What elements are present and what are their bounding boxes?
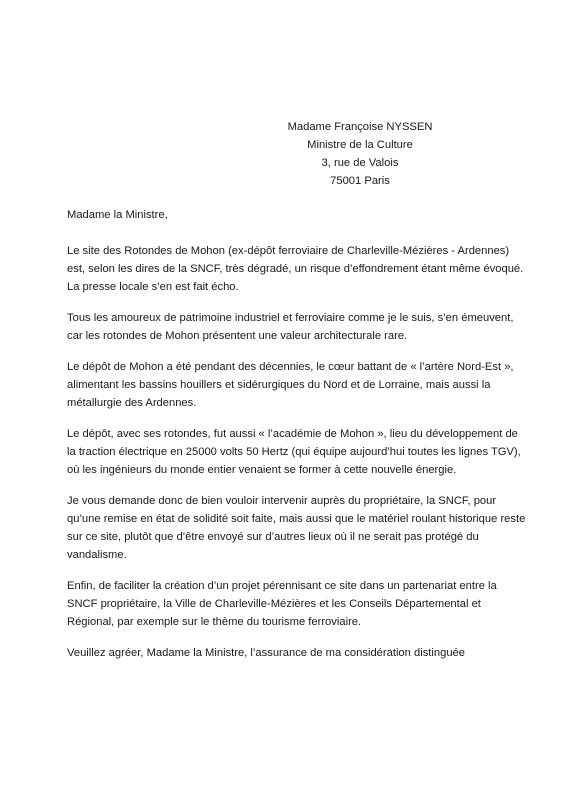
recipient-city: 75001 Paris bbox=[330, 175, 390, 187]
paragraph-2 bbox=[67, 309, 514, 345]
paragraph-line: métallurgie des Ardennes. bbox=[67, 397, 197, 409]
recipient-address bbox=[260, 118, 460, 190]
paragraph-3 bbox=[67, 358, 514, 412]
recipient-name: Madame Françoise NYSSEN bbox=[287, 121, 433, 133]
paragraph-line: la traction électrique en 25000 volts 50 Hertz (qui équipe aujourd’hui toutes les lignes TGV), bbox=[67, 446, 521, 458]
paragraph-6 bbox=[67, 577, 507, 631]
paragraph-5 bbox=[67, 492, 526, 564]
salutation: Madame la Ministre, bbox=[67, 209, 168, 221]
recipient-title: Ministre de la Culture bbox=[307, 139, 413, 151]
closing-formula: Veuillez agréer, Madame la Ministre, l’assurance de ma considération distinguée bbox=[67, 647, 465, 659]
paragraph-line: Le dépôt, avec ses rotondes, fut aussi « l’académie de Mohon », lieu du développement de bbox=[67, 428, 518, 440]
paragraph-line: car les rotondes de Mohon présentent une valeur architecturale rare. bbox=[67, 330, 408, 342]
paragraph-line: SNCF propriétaire, la Ville de Charleville-Mézières et les Conseils Départemental et bbox=[67, 598, 481, 610]
letter-body bbox=[67, 242, 526, 675]
paragraph-line: Je vous demande donc de bien vouloir intervenir auprès du propriétaire, la SNCF, pour bbox=[67, 495, 497, 507]
paragraph-line: Le dépôt de Mohon a été pendant des décennies, le cœur battant de « l’artère Nord-Est », bbox=[67, 361, 514, 373]
paragraph-line: vandalisme. bbox=[67, 549, 127, 561]
paragraph-line: où les ingénieurs du monde entier venaient se former à cette nouvelle énergie. bbox=[67, 464, 457, 476]
recipient-street: 3, rue de Valois bbox=[321, 157, 399, 169]
paragraph-line: Le site des Rotondes de Mohon (ex-dépôt ferroviaire de Charleville-Mézières - Ardennes) bbox=[67, 245, 510, 257]
paragraph-1 bbox=[67, 242, 524, 296]
paragraph-line: Régional, par exemple sur le thème du tourisme ferroviaire. bbox=[67, 616, 362, 628]
paragraph-line: alimentant les bassins houillers et sidérurgiques du Nord et de Lorraine, mais aussi la bbox=[67, 379, 491, 391]
paragraph-line: Tous les amoureux de patrimoine industriel et ferroviaire comme je le suis, s’en émeuvent, bbox=[67, 312, 514, 324]
paragraph-line: est, selon les dires de la SNCF, très dégradé, un risque d’effondrement étant même évoqué. bbox=[67, 263, 524, 275]
paragraph-line: sur ce site, plutôt que d’être envoyé sur d’autres lieux où il ne serait pas protégé du bbox=[67, 531, 479, 543]
paragraph-4 bbox=[67, 425, 521, 479]
paragraph-line: La presse locale s’en est fait écho. bbox=[67, 281, 239, 293]
paragraph-line: qu’une remise en état de solidité soit faite, mais aussi que le matériel roulant historique reste bbox=[67, 513, 526, 525]
paragraph-line: Enfin, de faciliter la création d’un projet pérennisant ce site dans un partenariat entre la bbox=[67, 580, 497, 592]
